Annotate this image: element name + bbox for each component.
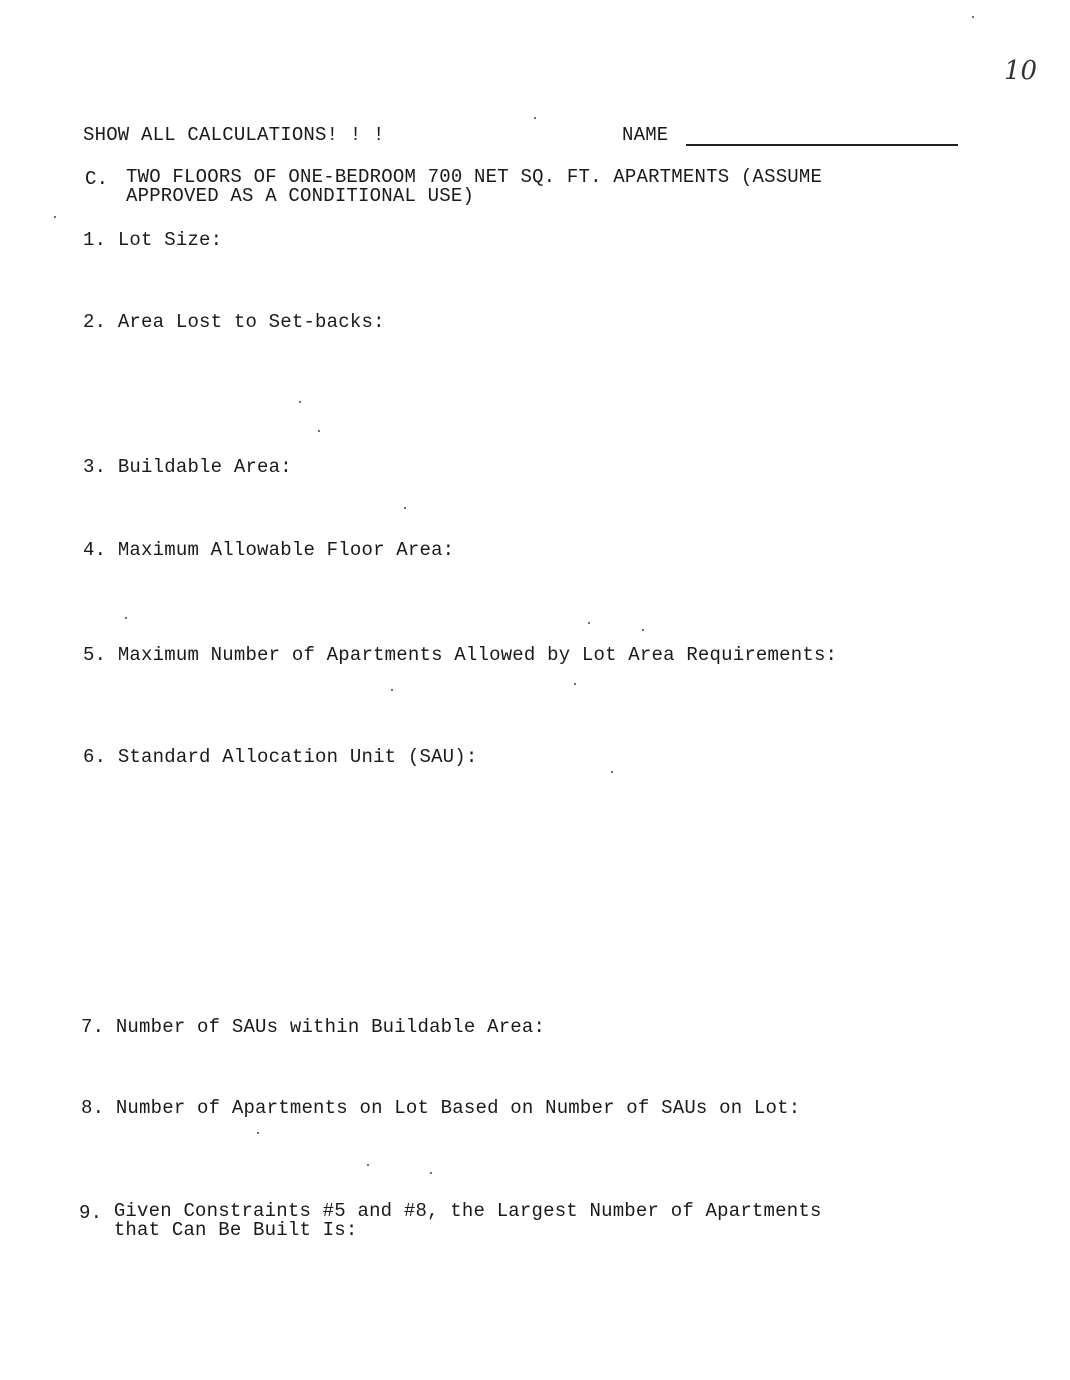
scan-speck — [125, 617, 127, 619]
scan-speck — [404, 507, 406, 509]
question-4 — [83, 539, 454, 561]
question-number: 7. — [81, 1016, 105, 1038]
scan-speck — [257, 1132, 259, 1134]
section-title — [126, 168, 822, 206]
question-number: 8. — [81, 1097, 105, 1119]
question-text-continued: that Can Be Built Is: — [113, 1219, 358, 1241]
question-number: 4. — [83, 539, 107, 561]
question-text: Buildable Area: — [117, 456, 292, 478]
question-text: Standard Allocation Unit (SAU): — [117, 746, 478, 768]
section-title-line2: APPROVED AS A CONDITIONAL USE) — [126, 185, 475, 207]
question-text: Maximum Allowable Floor Area: — [117, 539, 455, 561]
scan-speck — [642, 629, 644, 631]
question-number: 3. — [83, 456, 107, 478]
question-2 — [83, 311, 385, 333]
question-text: Number of SAUs within Buildable Area: — [115, 1016, 546, 1038]
question-text: Area Lost to Set-backs: — [117, 311, 385, 333]
question-text-block — [114, 1202, 822, 1240]
question-text: Maximum Number of Apartments Allowed by Lot Area Requirements: — [117, 644, 838, 666]
question-number: 6. — [83, 746, 107, 768]
question-8 — [81, 1097, 800, 1119]
instruction-text: SHOW ALL CALCULATIONS! ! ! — [83, 124, 385, 146]
question-3 — [83, 456, 292, 478]
scan-speck — [430, 1172, 432, 1174]
scan-speck — [611, 771, 613, 773]
scan-speck — [588, 622, 590, 624]
scan-speck — [299, 401, 301, 403]
question-text: Number of Apartments on Lot Based on Number of SAUs on Lot: — [115, 1097, 801, 1119]
question-9 — [79, 1202, 822, 1240]
name-label: NAME — [622, 124, 669, 146]
name-field-line[interactable] — [686, 144, 958, 146]
section-letter: C. — [85, 168, 109, 190]
question-1 — [83, 229, 222, 251]
scan-speck — [574, 683, 576, 685]
scan-speck — [54, 216, 56, 218]
scan-speck — [391, 689, 393, 691]
scan-speck — [534, 117, 536, 119]
scan-speck — [367, 1164, 369, 1166]
question-number: 9. — [79, 1202, 103, 1224]
question-text: Given Constraints #5 and #8, the Largest Number of Apartments — [113, 1200, 822, 1222]
section-title-line1: TWO FLOORS OF ONE-BEDROOM 700 NET SQ. FT. APARTMENTS (ASSUME — [126, 166, 823, 188]
scan-speck — [318, 430, 320, 432]
page-number: 10 — [1004, 56, 1038, 86]
question-number: 5. — [83, 644, 107, 666]
question-7 — [81, 1016, 545, 1038]
question-number: 2. — [83, 311, 107, 333]
question-5 — [83, 644, 837, 666]
question-number: 1. — [83, 229, 107, 251]
question-text: Lot Size: — [117, 229, 223, 251]
scan-speck — [972, 16, 974, 18]
question-6 — [83, 746, 478, 768]
